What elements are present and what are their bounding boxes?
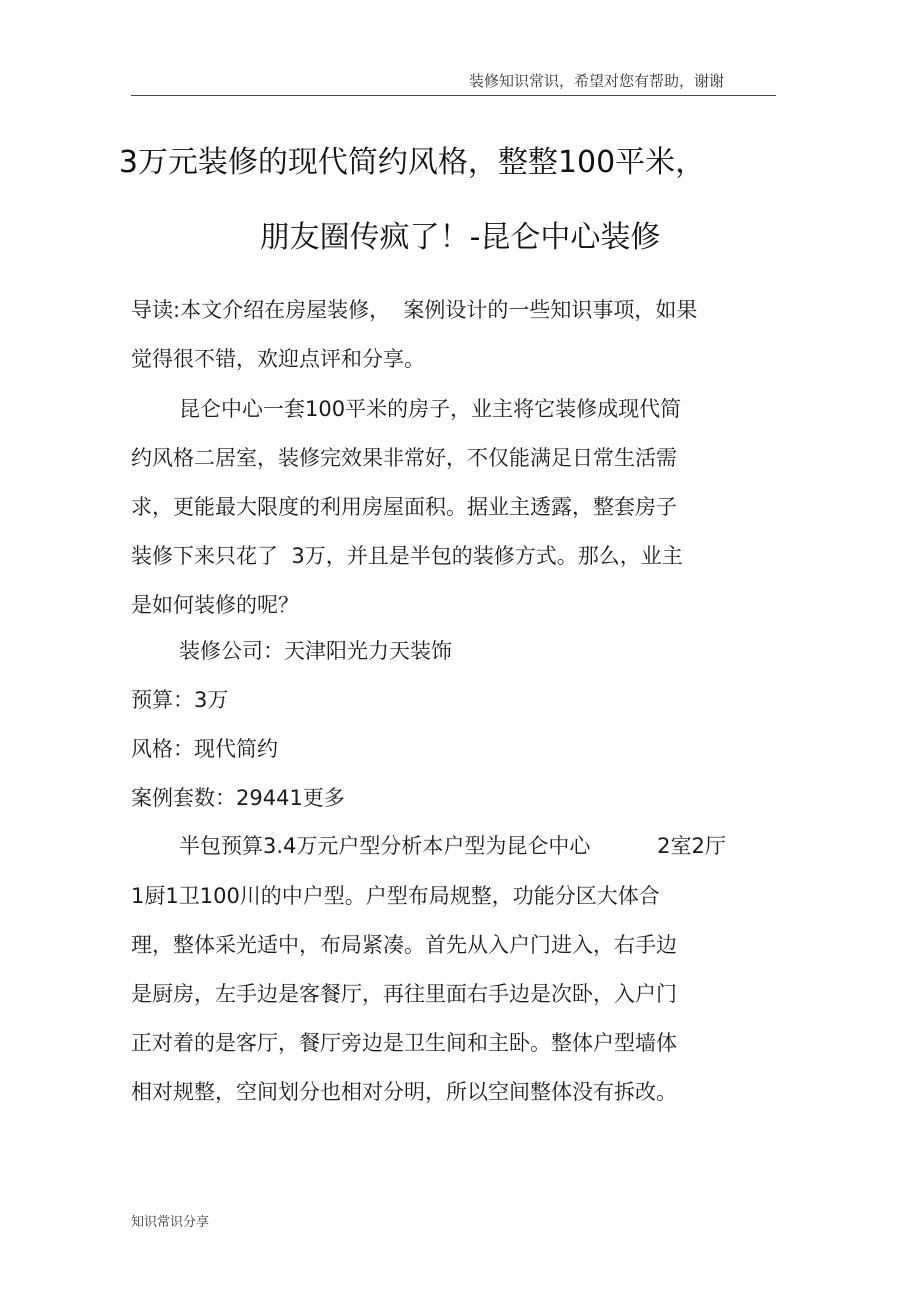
body-line-paragraph-4: 装修下来只花了 3万，并且是半包的装修方式。那么，业主 bbox=[131, 544, 683, 568]
body-line-paragraph-5: 是如何装修的呢？ bbox=[131, 593, 299, 617]
body-line-company: 装修公司：天津阳光力天装饰 bbox=[179, 639, 452, 663]
body-line-paragraph-2: 约风格二居室，装修完效果非常好，不仅能满足日常生活需 bbox=[131, 446, 677, 470]
body-line-layout-3: 理，整体采光适中，布局紧凑。首先从入户门进入，右手边 bbox=[131, 933, 677, 957]
page-footer-text: 知识常识分享 bbox=[131, 1215, 210, 1230]
body-line-paragraph-3: 求，更能最大限度的利用房屋面积。据业主透露，整套房子 bbox=[131, 495, 677, 519]
body-line-paragraph-1: 昆仑中心一套100平米的房子，业主将它装修成现代简 bbox=[179, 397, 682, 421]
document-title-line-1: 3万元装修的现代简约风格，整整100平米， bbox=[118, 145, 706, 180]
page-header-text: 装修知识常识，希望对您有帮助，谢谢 bbox=[468, 72, 724, 90]
body-line-layout-5: 正对着的是客厅，餐厅旁边是卫生间和主卧。整体户型墙体 bbox=[131, 1031, 677, 1055]
body-line-layout-4: 是厨房，左手边是客餐厅，再往里面右手边是次卧，入户门 bbox=[131, 982, 677, 1006]
body-line-style: 风格：现代简约 bbox=[131, 737, 278, 761]
body-line-intro-2: 觉得很不错，欢迎点评和分享。 bbox=[131, 347, 425, 371]
body-line-layout-2: 1厨1卫100川的中户型。户型布局规整，功能分区大体合 bbox=[131, 884, 660, 908]
body-line-budget: 预算：3万 bbox=[131, 688, 229, 712]
body-line-layout-6: 相对规整，空间划分也相对分明，所以空间整体没有拆改。 bbox=[131, 1080, 677, 1104]
body-line-case-count: 案例套数：29441更多 bbox=[131, 786, 345, 810]
body-line-intro-1: 导读:本文介绍在房屋装修， 案例设计的一些知识事项，如果 bbox=[131, 298, 698, 322]
document-title-line-2: 朋友圈传疯了！-昆仑中心装修 bbox=[259, 220, 661, 255]
body-line-layout-1: 半包预算3.4万元户型分析本户型为昆仑中心 2室2厅 bbox=[179, 834, 726, 858]
header-divider bbox=[131, 95, 776, 96]
